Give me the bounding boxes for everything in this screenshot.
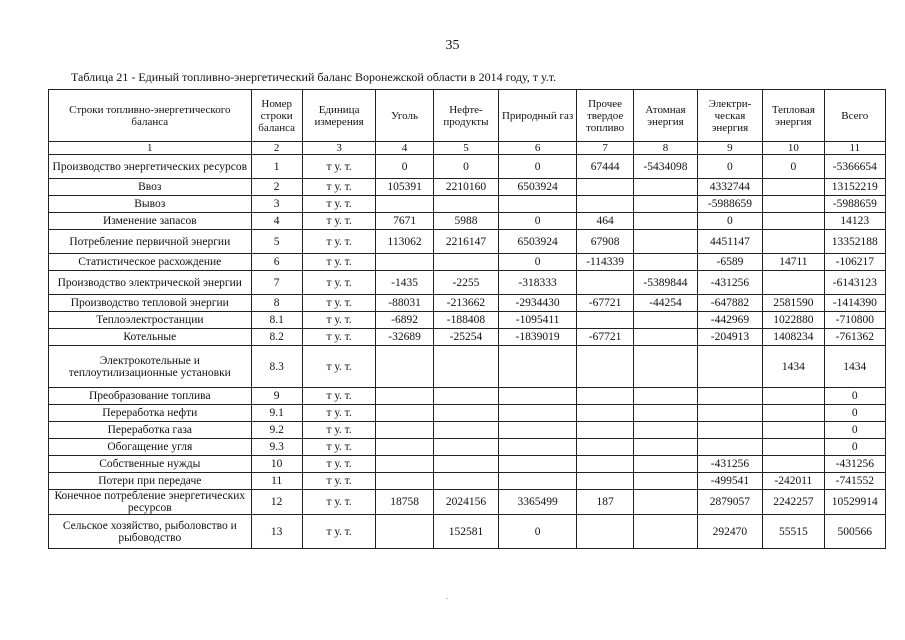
value-cell	[634, 254, 697, 271]
value-cell: 1434	[763, 346, 824, 388]
value-cell: 113062	[376, 230, 433, 254]
value-cell: 0	[824, 439, 885, 456]
value-cell	[634, 388, 697, 405]
value-cell: 292470	[697, 515, 762, 549]
value-cell: -6892	[376, 312, 433, 329]
value-cell	[634, 312, 697, 329]
row-number-cell: 9	[251, 388, 302, 405]
value-cell: 4332744	[697, 179, 762, 196]
value-cell	[433, 439, 498, 456]
row-name-cell: Потребление первичной энергии	[49, 230, 252, 254]
value-cell: 0	[697, 155, 762, 179]
row-name-cell: Преобразование топлива	[49, 388, 252, 405]
value-cell: -213662	[433, 295, 498, 312]
value-cell: -1414390	[824, 295, 885, 312]
column-index-cell: 7	[576, 142, 633, 155]
value-cell	[763, 271, 824, 295]
value-cell	[576, 271, 633, 295]
table-row	[49, 473, 886, 490]
value-cell: 2216147	[433, 230, 498, 254]
unit-cell: т у. т.	[302, 515, 376, 549]
page-mark	[446, 598, 448, 599]
row-name-cell: Котельные	[49, 329, 252, 346]
value-cell	[634, 439, 697, 456]
unit-cell: т у. т.	[302, 271, 376, 295]
value-cell	[376, 456, 433, 473]
table-row	[49, 196, 886, 213]
value-cell: -88031	[376, 295, 433, 312]
value-cell: -499541	[697, 473, 762, 490]
value-cell	[763, 230, 824, 254]
header-cell: Единица измерения	[302, 90, 376, 142]
value-cell	[433, 346, 498, 388]
value-cell	[576, 422, 633, 439]
value-cell	[634, 515, 697, 549]
value-cell	[576, 346, 633, 388]
table-row	[49, 254, 886, 271]
row-name-cell: Производство энергетических ресурсов	[49, 155, 252, 179]
value-cell: -431256	[697, 271, 762, 295]
row-name-cell: Переработка нефти	[49, 405, 252, 422]
value-cell: -431256	[697, 456, 762, 473]
table-row	[49, 155, 886, 179]
value-cell	[763, 439, 824, 456]
row-number-cell: 9.3	[251, 439, 302, 456]
unit-cell: т у. т.	[302, 254, 376, 271]
value-cell	[634, 196, 697, 213]
row-name-cell: Потери при передаче	[49, 473, 252, 490]
row-name-cell: Электрокотельные и теплоутилизационные установки	[49, 346, 252, 388]
unit-cell: т у. т.	[302, 295, 376, 312]
row-name-cell: Сельское хозяйство, рыболовство и рыбоводство	[49, 515, 252, 549]
value-cell	[499, 346, 577, 388]
value-cell	[634, 329, 697, 346]
unit-cell: т у. т.	[302, 388, 376, 405]
header-cell: Уголь	[376, 90, 433, 142]
value-cell: -5988659	[824, 196, 885, 213]
table-row	[49, 490, 886, 515]
value-cell	[499, 439, 577, 456]
value-cell: 152581	[433, 515, 498, 549]
value-cell	[433, 196, 498, 213]
table-row	[49, 230, 886, 254]
value-cell: -6589	[697, 254, 762, 271]
value-cell	[763, 388, 824, 405]
row-number-cell: 8.3	[251, 346, 302, 388]
column-index-cell: 8	[634, 142, 697, 155]
value-cell: -318333	[499, 271, 577, 295]
row-name-cell: Переработка газа	[49, 422, 252, 439]
unit-cell: т у. т.	[302, 230, 376, 254]
row-number-cell: 7	[251, 271, 302, 295]
value-cell: -44254	[634, 295, 697, 312]
row-name-cell: Собственные нужды	[49, 456, 252, 473]
value-cell	[376, 405, 433, 422]
row-number-cell: 8	[251, 295, 302, 312]
value-cell: -1095411	[499, 312, 577, 329]
header-cell: Строки топливно-энергетического баланса	[49, 90, 252, 142]
row-name-cell: Обогащение угля	[49, 439, 252, 456]
value-cell	[763, 213, 824, 230]
value-cell: 0	[433, 155, 498, 179]
row-number-cell: 6	[251, 254, 302, 271]
value-cell	[763, 405, 824, 422]
row-number-cell: 8.1	[251, 312, 302, 329]
header-row	[49, 90, 886, 142]
value-cell	[763, 422, 824, 439]
value-cell	[634, 473, 697, 490]
header-cell: Атомная энергия	[634, 90, 697, 142]
value-cell	[576, 312, 633, 329]
table-row	[49, 346, 886, 388]
row-number-cell: 9.2	[251, 422, 302, 439]
value-cell: 67908	[576, 230, 633, 254]
row-name-cell: Конечное потребление энергетических ресурсов	[49, 490, 252, 515]
value-cell: -2255	[433, 271, 498, 295]
unit-cell: т у. т.	[302, 196, 376, 213]
header-cell: Природный газ	[499, 90, 577, 142]
row-number-cell: 13	[251, 515, 302, 549]
value-cell	[697, 422, 762, 439]
value-cell: 105391	[376, 179, 433, 196]
value-cell: 7671	[376, 213, 433, 230]
value-cell: -25254	[433, 329, 498, 346]
page-number: 35	[445, 38, 460, 53]
unit-cell: т у. т.	[302, 213, 376, 230]
value-cell: 1022880	[763, 312, 824, 329]
table-row	[49, 271, 886, 295]
column-index-cell: 2	[251, 142, 302, 155]
value-cell	[499, 196, 577, 213]
value-cell	[376, 254, 433, 271]
unit-cell: т у. т.	[302, 405, 376, 422]
column-index-row	[49, 142, 886, 155]
value-cell: 0	[824, 388, 885, 405]
unit-cell: т у. т.	[302, 329, 376, 346]
header-cell: Нефте-продукты	[433, 90, 498, 142]
row-name-cell: Производство электрической энергии	[49, 271, 252, 295]
value-cell	[433, 405, 498, 422]
value-cell: -431256	[824, 456, 885, 473]
value-cell: 2581590	[763, 295, 824, 312]
column-index-cell: 4	[376, 142, 433, 155]
unit-cell: т у. т.	[302, 422, 376, 439]
value-cell	[499, 456, 577, 473]
column-index-cell: 5	[433, 142, 498, 155]
value-cell: 1434	[824, 346, 885, 388]
column-index-cell: 10	[763, 142, 824, 155]
value-cell: 2024156	[433, 490, 498, 515]
header-cell: Тепловая энергия	[763, 90, 824, 142]
row-number-cell: 9.1	[251, 405, 302, 422]
value-cell: 0	[499, 254, 577, 271]
value-cell: -67721	[576, 295, 633, 312]
value-cell: 0	[376, 155, 433, 179]
table-row	[49, 295, 886, 312]
value-cell: -5434098	[634, 155, 697, 179]
value-cell: -188408	[433, 312, 498, 329]
value-cell	[576, 439, 633, 456]
value-cell	[576, 515, 633, 549]
unit-cell: т у. т.	[302, 179, 376, 196]
value-cell	[697, 388, 762, 405]
table-body	[49, 155, 886, 549]
value-cell: 0	[499, 515, 577, 549]
value-cell: 0	[499, 155, 577, 179]
value-cell: 2242257	[763, 490, 824, 515]
value-cell	[697, 405, 762, 422]
table-row	[49, 312, 886, 329]
value-cell: 4451147	[697, 230, 762, 254]
value-cell	[634, 230, 697, 254]
value-cell: -106217	[824, 254, 885, 271]
value-cell: -741552	[824, 473, 885, 490]
value-cell: -5366654	[824, 155, 885, 179]
column-index-cell: 11	[824, 142, 885, 155]
value-cell: 464	[576, 213, 633, 230]
value-cell: -242011	[763, 473, 824, 490]
table-row	[49, 329, 886, 346]
row-number-cell: 4	[251, 213, 302, 230]
value-cell: -1839019	[499, 329, 577, 346]
value-cell	[763, 456, 824, 473]
value-cell: 187	[576, 490, 633, 515]
value-cell: 6503924	[499, 230, 577, 254]
value-cell	[576, 473, 633, 490]
row-name-cell: Производство тепловой энергии	[49, 295, 252, 312]
value-cell: 0	[697, 213, 762, 230]
value-cell	[376, 346, 433, 388]
header-cell: Номер строки баланса	[251, 90, 302, 142]
value-cell	[376, 422, 433, 439]
header-cell: Прочее твердое топливо	[576, 90, 633, 142]
value-cell: -2934430	[499, 295, 577, 312]
unit-cell: т у. т.	[302, 346, 376, 388]
row-name-cell: Вывоз	[49, 196, 252, 213]
value-cell	[376, 515, 433, 549]
row-number-cell: 2	[251, 179, 302, 196]
unit-cell: т у. т.	[302, 456, 376, 473]
value-cell	[499, 405, 577, 422]
value-cell: -761362	[824, 329, 885, 346]
value-cell: 18758	[376, 490, 433, 515]
table-row	[49, 456, 886, 473]
value-cell	[763, 196, 824, 213]
value-cell	[634, 179, 697, 196]
value-cell: -204913	[697, 329, 762, 346]
value-cell	[376, 439, 433, 456]
unit-cell: т у. т.	[302, 439, 376, 456]
row-name-cell: Статистическое расхождение	[49, 254, 252, 271]
value-cell: -5389844	[634, 271, 697, 295]
value-cell: -647882	[697, 295, 762, 312]
value-cell: 2879057	[697, 490, 762, 515]
value-cell: -442969	[697, 312, 762, 329]
value-cell	[576, 456, 633, 473]
value-cell: 67444	[576, 155, 633, 179]
table-row	[49, 388, 886, 405]
value-cell	[433, 422, 498, 439]
value-cell: -32689	[376, 329, 433, 346]
value-cell	[763, 179, 824, 196]
value-cell: 10529914	[824, 490, 885, 515]
value-cell	[634, 456, 697, 473]
value-cell	[576, 196, 633, 213]
header-cell: Электри-ческая энергия	[697, 90, 762, 142]
unit-cell: т у. т.	[302, 155, 376, 179]
table-row	[49, 422, 886, 439]
value-cell	[433, 473, 498, 490]
value-cell	[634, 213, 697, 230]
value-cell	[576, 179, 633, 196]
row-name-cell: Изменение запасов	[49, 213, 252, 230]
value-cell: -5988659	[697, 196, 762, 213]
value-cell	[634, 490, 697, 515]
value-cell: 500566	[824, 515, 885, 549]
value-cell	[433, 388, 498, 405]
unit-cell: т у. т.	[302, 473, 376, 490]
row-number-cell: 5	[251, 230, 302, 254]
value-cell: 6503924	[499, 179, 577, 196]
value-cell	[499, 388, 577, 405]
table-row	[49, 439, 886, 456]
column-index-cell: 3	[302, 142, 376, 155]
value-cell	[376, 388, 433, 405]
row-number-cell: 10	[251, 456, 302, 473]
table-row	[49, 213, 886, 230]
value-cell: 0	[763, 155, 824, 179]
value-cell: 2210160	[433, 179, 498, 196]
value-cell	[376, 196, 433, 213]
value-cell: 1408234	[763, 329, 824, 346]
value-cell: -1435	[376, 271, 433, 295]
value-cell: 3365499	[499, 490, 577, 515]
row-number-cell: 3	[251, 196, 302, 213]
value-cell	[433, 254, 498, 271]
table-row	[49, 179, 886, 196]
value-cell: -6143123	[824, 271, 885, 295]
table-row	[49, 405, 886, 422]
value-cell: 14123	[824, 213, 885, 230]
value-cell: 0	[824, 405, 885, 422]
value-cell: 55515	[763, 515, 824, 549]
value-cell	[433, 456, 498, 473]
value-cell	[634, 422, 697, 439]
value-cell: 13152219	[824, 179, 885, 196]
value-cell	[376, 473, 433, 490]
value-cell	[576, 388, 633, 405]
value-cell	[634, 346, 697, 388]
row-number-cell: 8.2	[251, 329, 302, 346]
balance-table	[48, 89, 886, 549]
row-name-cell: Ввоз	[49, 179, 252, 196]
unit-cell: т у. т.	[302, 490, 376, 515]
value-cell	[576, 405, 633, 422]
value-cell	[499, 473, 577, 490]
table-row	[49, 515, 886, 549]
column-index-cell: 6	[499, 142, 577, 155]
column-index-cell: 1	[49, 142, 252, 155]
row-number-cell: 1	[251, 155, 302, 179]
value-cell: 0	[824, 422, 885, 439]
value-cell: 13352188	[824, 230, 885, 254]
row-name-cell: Теплоэлектростанции	[49, 312, 252, 329]
value-cell: -67721	[576, 329, 633, 346]
value-cell: -114339	[576, 254, 633, 271]
row-number-cell: 12	[251, 490, 302, 515]
value-cell: 14711	[763, 254, 824, 271]
column-index-cell: 9	[697, 142, 762, 155]
unit-cell: т у. т.	[302, 312, 376, 329]
value-cell	[499, 422, 577, 439]
table-title: Таблица 21 - Единый топливно-энергетический баланс Воронежской области в 2014 году, т у.т.	[71, 70, 557, 84]
value-cell	[697, 346, 762, 388]
value-cell: 5988	[433, 213, 498, 230]
value-cell	[634, 405, 697, 422]
value-cell: 0	[499, 213, 577, 230]
value-cell: -710800	[824, 312, 885, 329]
row-number-cell: 11	[251, 473, 302, 490]
header-cell: Всего	[824, 90, 885, 142]
value-cell	[697, 439, 762, 456]
